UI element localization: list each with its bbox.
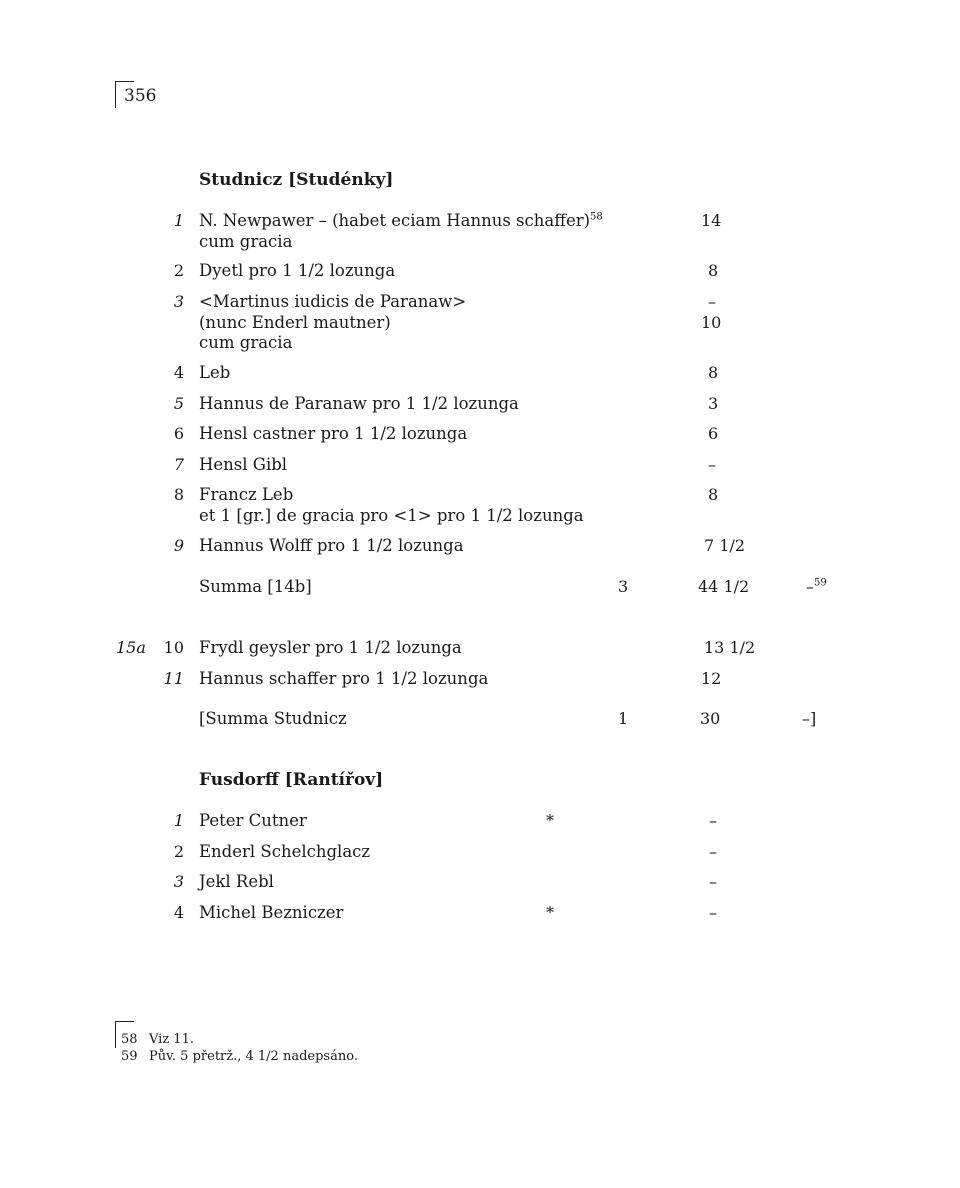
row-text — [199, 536, 464, 557]
row-number: 3 — [173, 292, 184, 311]
row-value: – — [709, 872, 717, 891]
page-number: 356 — [124, 86, 157, 106]
row-number: 2 — [173, 261, 184, 280]
row-text-line: Hensl Gibl — [199, 455, 288, 474]
row-text: Enderl Schelchglacz — [199, 842, 371, 861]
row-number: 3 — [173, 872, 184, 891]
row-text — [199, 292, 466, 313]
row-text-line: Francz Leb — [199, 485, 294, 504]
row-text — [199, 261, 395, 282]
row-text — [199, 638, 462, 659]
row-text — [199, 455, 287, 476]
row-number: 2 — [173, 842, 184, 861]
folio-marker: 15a — [116, 638, 146, 657]
summa-studnicz-value-1: 1 — [618, 709, 629, 728]
row-number: 8 — [173, 485, 184, 504]
row-number: 1 — [173, 811, 184, 830]
row-text-line: Hannus Wolff pro 1 1/2 lozunga — [199, 536, 464, 555]
row-value: 8 — [708, 363, 719, 382]
row-text-line: Hannus schaffer pro 1 1/2 lozunga — [199, 669, 489, 688]
row-value: – — [709, 903, 717, 922]
row-value: 8 — [708, 485, 719, 504]
row-number: 10 — [163, 638, 184, 657]
footnote-number: 59 — [121, 1049, 138, 1064]
row-number: 11 — [163, 669, 184, 688]
row-text-line: Leb — [199, 363, 231, 382]
summa-studnicz-value-2: 30 — [700, 709, 721, 728]
row-value: – — [708, 455, 716, 474]
summa-studnicz-label: [Summa Studnicz — [199, 709, 347, 728]
row-text — [199, 669, 488, 690]
row-text-line: (nunc Enderl mautner) — [199, 312, 391, 332]
row-text: Michel Bezniczer — [199, 903, 344, 922]
row-number: 6 — [173, 424, 184, 443]
row-text: Peter Cutner — [199, 811, 307, 830]
row-text — [199, 506, 584, 527]
row-text-line: et 1 [gr.] de gracia pro <1> pro 1 1/2 lozunga — [199, 505, 584, 525]
row-text-line: <Martinus iudicis de Paranaw> — [199, 292, 467, 311]
section-heading-fusdorff: Fusdorff [Rantířov] — [199, 770, 384, 790]
summa-studnicz-value-3: –] — [802, 709, 817, 728]
row-text — [199, 313, 391, 334]
row-text — [199, 333, 292, 354]
row-number: 7 — [173, 455, 184, 474]
row-number: 5 — [173, 394, 184, 413]
summa-label: Summa [14b] — [199, 577, 312, 596]
row-value: – — [708, 292, 716, 311]
row-text: Jekl Rebl — [199, 872, 274, 891]
row-text-line: Dyetl pro 1 1/2 lozunga — [199, 261, 396, 280]
row-text-line: N. Newpawer – (habet eciam Hannus schaffer) — [199, 211, 591, 230]
row-value: 14 — [701, 211, 722, 230]
row-number: 4 — [173, 903, 184, 922]
summa-value-2: 44 1/2 — [698, 577, 750, 596]
row-number: 9 — [173, 536, 184, 555]
row-text — [199, 232, 292, 253]
row-value: – — [709, 842, 717, 861]
row-value: 6 — [708, 424, 719, 443]
row-value: 10 — [701, 312, 722, 332]
row-number: 4 — [173, 363, 184, 382]
summa-value-1: 3 — [618, 577, 629, 596]
footnote-number: 58 — [121, 1032, 138, 1047]
row-value: 8 — [708, 261, 719, 280]
row-value: – — [709, 811, 717, 830]
row-value: 12 — [701, 669, 722, 688]
footnote-text: Pův. 5 přetrž., 4 1/2 nadepsáno. — [149, 1049, 358, 1064]
footnote-ref: 59 — [814, 577, 827, 589]
row-text — [199, 394, 519, 415]
row-number: 1 — [173, 211, 184, 230]
summa-value-3: –$^{59}$ — [806, 577, 827, 596]
row-mark: * — [546, 903, 554, 922]
row-value: 3 — [708, 394, 719, 413]
row-text-line: Hannus de Paranaw pro 1 1/2 lozunga — [199, 394, 519, 413]
row-text — [199, 424, 467, 445]
row-text-line: Hensl castner pro 1 1/2 lozunga — [199, 424, 468, 443]
row-text — [199, 363, 230, 384]
row-text-line: Frydl geysler pro 1 1/2 lozunga — [199, 638, 462, 657]
row-text — [199, 485, 293, 506]
row-value: 7 1/2 — [704, 536, 746, 555]
section-heading-studnicz: Studnicz [Studénky] — [199, 170, 394, 190]
row-mark: * — [546, 811, 554, 830]
row-value: 13 1/2 — [704, 638, 756, 657]
row-text — [199, 211, 603, 232]
footnote-ref: 58 — [590, 211, 603, 223]
row-text-line: cum gracia — [199, 333, 293, 352]
footnote-text: Viz 11. — [149, 1032, 194, 1047]
row-text-line: cum gracia — [199, 231, 293, 251]
